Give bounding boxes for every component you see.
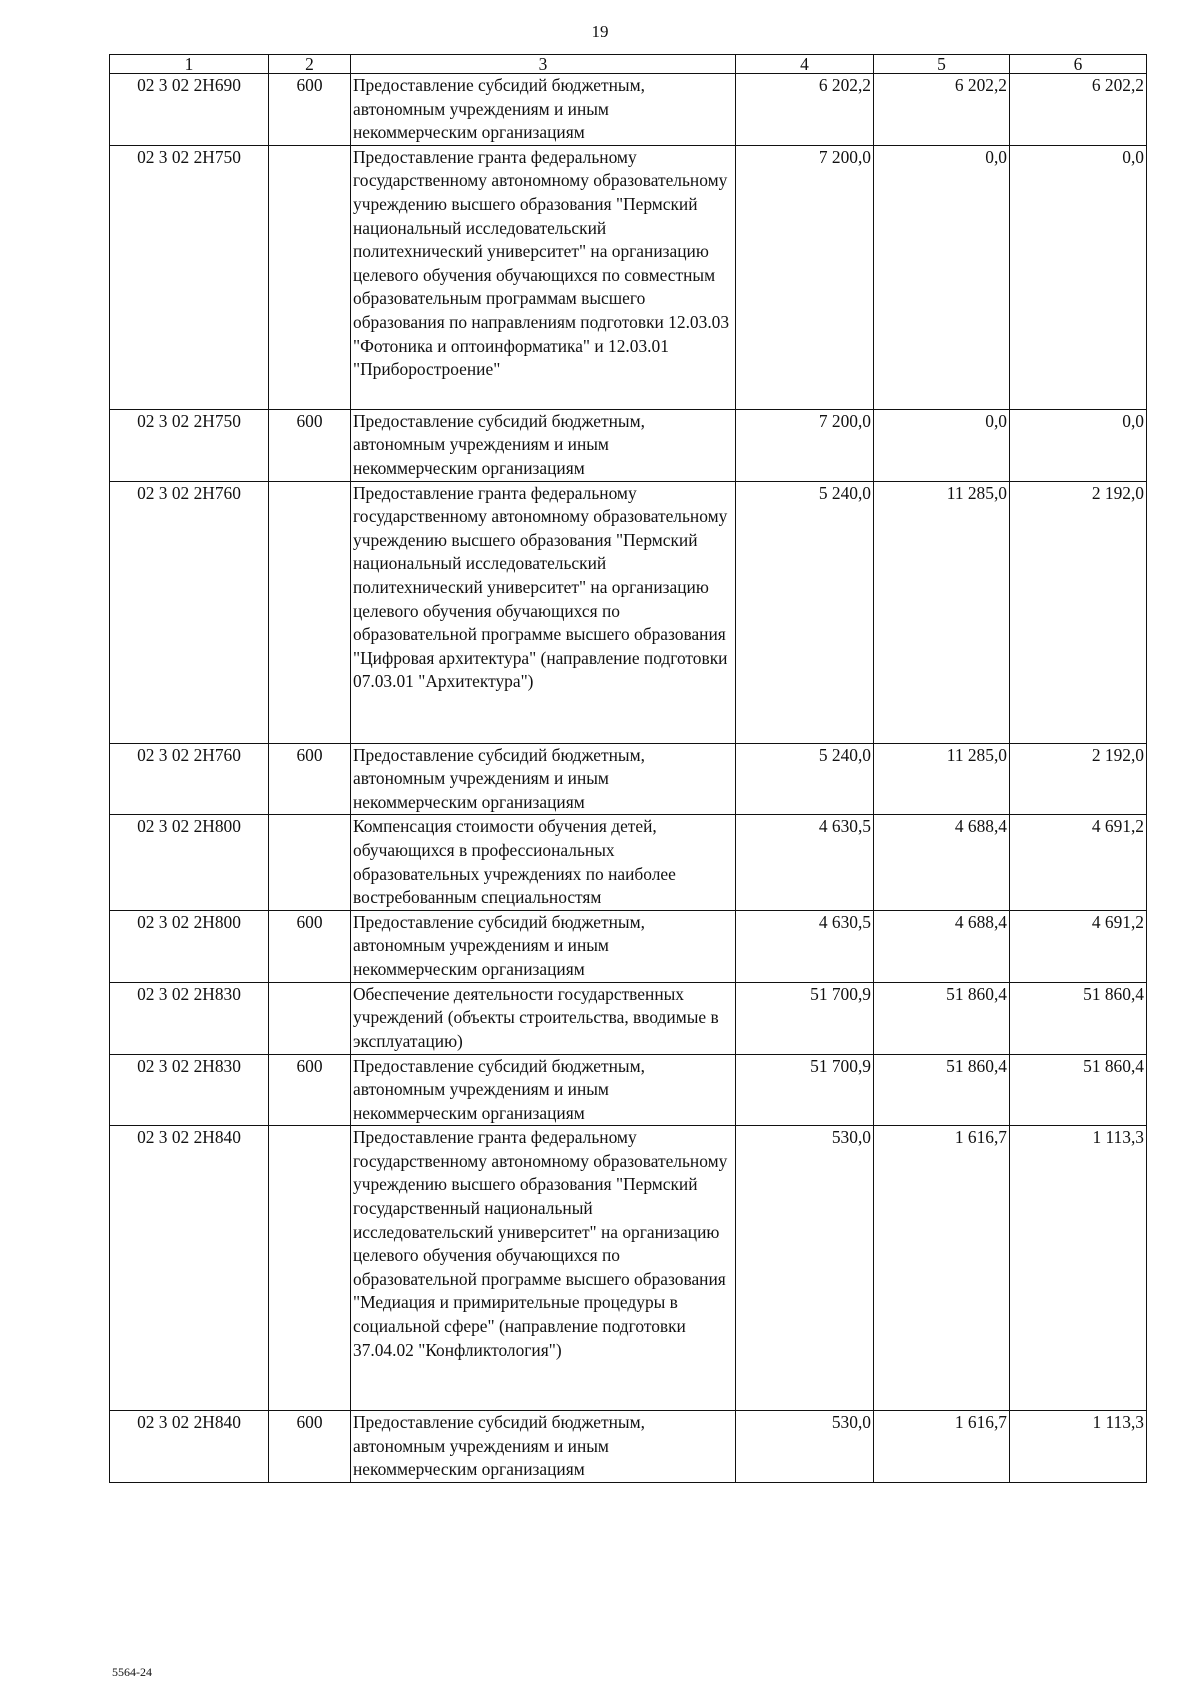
column-header-2: 2 xyxy=(269,55,351,74)
budget-code-cell: 02 3 02 2Н800 xyxy=(110,910,269,982)
amount-col4-cell: 530,0 xyxy=(736,1411,874,1483)
table-row xyxy=(110,910,1147,982)
budget-code-cell: 02 3 02 2Н830 xyxy=(110,1054,269,1126)
table-row xyxy=(110,1411,1147,1483)
amount-col4-cell: 530,0 xyxy=(736,1126,874,1411)
amount-col5-cell: 6 202,2 xyxy=(874,74,1010,146)
budget-code-cell: 02 3 02 2Н840 xyxy=(110,1411,269,1483)
description-cell: Предоставление субсидий бюджетным, автономным учреждениям и иным некоммерческим организациям xyxy=(351,910,736,982)
column-header-4: 4 xyxy=(736,55,874,74)
table-row xyxy=(110,481,1147,743)
amount-col4-cell: 7 200,0 xyxy=(736,409,874,481)
amount-col4-cell: 6 202,2 xyxy=(736,74,874,146)
column-header-1: 1 xyxy=(110,55,269,74)
amount-col6-cell: 6 202,2 xyxy=(1010,74,1147,146)
expense-type-cell: 600 xyxy=(269,1411,351,1483)
description-cell: Обеспечение деятельности государственных учреждений (объекты строительства, вводимые в эксплуатацию) xyxy=(351,982,736,1054)
document-code: 5564-24 xyxy=(112,1665,152,1679)
amount-col4-cell: 4 630,5 xyxy=(736,910,874,982)
expense-type-cell xyxy=(269,481,351,743)
amount-col6-cell: 0,0 xyxy=(1010,409,1147,481)
budget-code-cell: 02 3 02 2Н690 xyxy=(110,74,269,146)
budget-code-cell: 02 3 02 2Н750 xyxy=(110,145,269,409)
amount-col5-cell: 1 616,7 xyxy=(874,1411,1010,1483)
budget-code-cell: 02 3 02 2Н800 xyxy=(110,815,269,910)
amount-col5-cell: 0,0 xyxy=(874,145,1010,409)
description-cell: Предоставление субсидий бюджетным, автономным учреждениям и иным некоммерческим организациям xyxy=(351,1054,736,1126)
header-row xyxy=(110,55,1147,74)
amount-col5-cell: 11 285,0 xyxy=(874,481,1010,743)
table-body xyxy=(110,74,1147,1483)
description-cell: Предоставление субсидий бюджетным, автономным учреждениям и иным некоммерческим организациям xyxy=(351,743,736,815)
budget-code-cell: 02 3 02 2Н750 xyxy=(110,409,269,481)
amount-col5-cell: 1 616,7 xyxy=(874,1126,1010,1411)
description-cell: Предоставление субсидий бюджетным, автономным учреждениям и иным некоммерческим организациям xyxy=(351,1411,736,1483)
table-row xyxy=(110,815,1147,910)
table-row xyxy=(110,74,1147,146)
description-cell: Предоставление субсидий бюджетным, автономным учреждениям и иным некоммерческим организациям xyxy=(351,74,736,146)
amount-col6-cell: 1 113,3 xyxy=(1010,1126,1147,1411)
description-cell: Предоставление гранта федеральному государственному автономному образовательному учреждению высшего образования "Пермский национальный исследовательский политехнический университет" на организацию целевого обучения обучающихся по совместным образовательным программам высшего образования по направлениям подготовки 12.03.03 "Фотоника и оптоинформатика" и 12.03.01 "Приборостроение" xyxy=(351,145,736,409)
amount-col6-cell: 51 860,4 xyxy=(1010,1054,1147,1126)
amount-col5-cell: 0,0 xyxy=(874,409,1010,481)
expense-type-cell xyxy=(269,815,351,910)
amount-col6-cell: 2 192,0 xyxy=(1010,743,1147,815)
budget-code-cell: 02 3 02 2Н760 xyxy=(110,481,269,743)
amount-col4-cell: 51 700,9 xyxy=(736,1054,874,1126)
amount-col5-cell: 4 688,4 xyxy=(874,815,1010,910)
column-header-6: 6 xyxy=(1010,55,1147,74)
amount-col6-cell: 1 113,3 xyxy=(1010,1411,1147,1483)
expense-type-cell: 600 xyxy=(269,1054,351,1126)
description-cell: Предоставление гранта федеральному государственному автономному образовательному учреждению высшего образования "Пермский национальный исследовательский политехнический университет" на организацию целевого обучения обучающихся по образовательной программе высшего образования "Цифровая архитектура" (направление подготовки 07.03.01 "Архитектура") xyxy=(351,481,736,743)
table-row xyxy=(110,145,1147,409)
description-cell: Предоставление субсидий бюджетным, автономным учреждениям и иным некоммерческим организациям xyxy=(351,409,736,481)
column-header-3: 3 xyxy=(351,55,736,74)
budget-code-cell: 02 3 02 2Н840 xyxy=(110,1126,269,1411)
amount-col6-cell: 4 691,2 xyxy=(1010,910,1147,982)
amount-col4-cell: 7 200,0 xyxy=(736,145,874,409)
amount-col5-cell: 51 860,4 xyxy=(874,1054,1010,1126)
table-row xyxy=(110,1126,1147,1411)
expense-type-cell xyxy=(269,982,351,1054)
amount-col6-cell: 0,0 xyxy=(1010,145,1147,409)
amount-col5-cell: 4 688,4 xyxy=(874,910,1010,982)
description-cell: Компенсация стоимости обучения детей, обучающихся в профессиональных образовательных учреждениях по наиболее востребованным специальностям xyxy=(351,815,736,910)
amount-col5-cell: 51 860,4 xyxy=(874,982,1010,1054)
amount-col6-cell: 51 860,4 xyxy=(1010,982,1147,1054)
amount-col6-cell: 2 192,0 xyxy=(1010,481,1147,743)
table-row xyxy=(110,743,1147,815)
table-row xyxy=(110,409,1147,481)
budget-table xyxy=(109,54,1147,1483)
expense-type-cell: 600 xyxy=(269,743,351,815)
table-header xyxy=(110,55,1147,74)
expense-type-cell xyxy=(269,145,351,409)
amount-col6-cell: 4 691,2 xyxy=(1010,815,1147,910)
expense-type-cell: 600 xyxy=(269,910,351,982)
amount-col4-cell: 5 240,0 xyxy=(736,743,874,815)
expense-type-cell: 600 xyxy=(269,409,351,481)
description-cell: Предоставление гранта федеральному государственному автономному образовательному учреждению высшего образования "Пермский государственный национальный исследовательский университет" на организацию целевого обучения обучающихся по образовательной программе высшего образования "Медиация и примирительные процедуры в социальной сфере" (направление подготовки 37.04.02 "Конфликтология") xyxy=(351,1126,736,1411)
amount-col5-cell: 11 285,0 xyxy=(874,743,1010,815)
table-row xyxy=(110,982,1147,1054)
table-row xyxy=(110,1054,1147,1126)
amount-col4-cell: 51 700,9 xyxy=(736,982,874,1054)
amount-col4-cell: 5 240,0 xyxy=(736,481,874,743)
column-header-5: 5 xyxy=(874,55,1010,74)
budget-code-cell: 02 3 02 2Н760 xyxy=(110,743,269,815)
expense-type-cell xyxy=(269,1126,351,1411)
budget-code-cell: 02 3 02 2Н830 xyxy=(110,982,269,1054)
page-number: 19 xyxy=(591,22,609,41)
expense-type-cell: 600 xyxy=(269,74,351,146)
amount-col4-cell: 4 630,5 xyxy=(736,815,874,910)
